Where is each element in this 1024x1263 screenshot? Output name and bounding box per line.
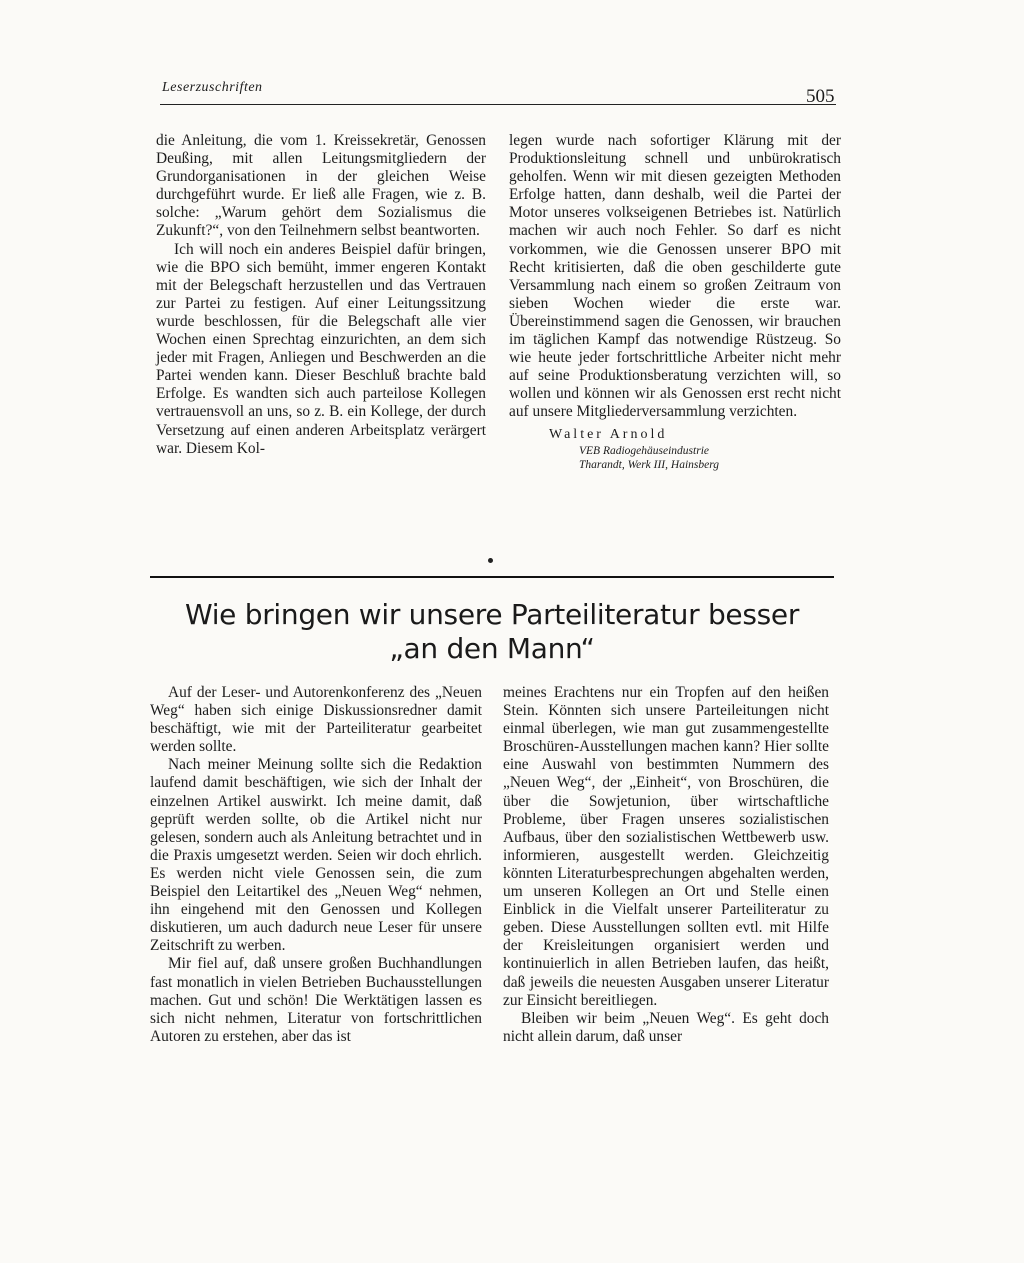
paragraph: Auf der Leser- und Autorenkonferenz des „Neuen Weg“ haben sich einige Diskussionsredner damit beschäftigt, wie mit der Parteiliteratur gearbeitet werden sollte.	[150, 684, 482, 756]
paragraph: Nach meiner Meinung sollte sich die Redaktion laufend damit beschäftigen, wie sich der Inhalt der einzelnen Artikel auswirkt. Ich meine damit, daß geprüft werden sollte, ob die Artikel nicht nur gelesen, sondern auch als Anleitung betrachtet und in die Praxis umgesetzt werden. Seien wir doch ehrlich. Es werden nicht viele Genossen sein, die zum Beispiel den Leitartikel des „Neuen Weg“ nehmen, ihn eingehend mit den Genossen und Kollegen diskutieren, um auch dadurch neue Leser für unsere Zeitschrift zu werben.	[150, 756, 482, 955]
paragraph: Bleiben wir beim „Neuen Weg“. Es geht doch nicht allein darum, daß unser	[503, 1009, 829, 1045]
headline-line-2: „an den Mann“	[389, 632, 595, 665]
bottom-article-right-column	[503, 684, 829, 1046]
author-signature: Walter Arnold	[549, 426, 668, 442]
article-divider	[150, 576, 834, 578]
paragraph: legen wurde nach sofortiger Klärung mit der Produktionsleitung schnell und unbürokratisch geholfen. Wenn wir mit diesen gezeigten Methoden Erfolge hatten, dann deshalb, weil die Partei der Motor unseres volkseigenen Betriebes ist. Natürlich machen wir auch noch Fehler. So darf es nicht vorkommen, wie die Genossen unserer BPO mit Recht kritisierten, daß die oben geschilderte gute Versammlung nach einem so großen Zeitraum von sieben Wochen wieder die erste war. Übereinstimmend sagen die Genossen, wir brauchen im täglichen Kampf das notwendige Rüstzeug. So wie heute jeder fortschrittliche Arbeiter nicht mehr auf seine Produktionsberatung verzichten will, so wollen und können wir als Genossen erst recht nicht auf unsere Mitgliederversammlung verzichten.	[509, 132, 841, 421]
top-article-right-column	[509, 132, 841, 472]
top-article-left-column	[156, 132, 486, 458]
page-number: 505	[806, 86, 835, 107]
author-affiliation-line2: Tharandt, Werk III, Hainsberg	[579, 458, 720, 471]
headline-line-1: Wie bringen wir unsere Parteiliteratur besser	[184, 598, 800, 631]
paragraph: Mir fiel auf, daß unsere großen Buchhandlungen fast monatlich in vielen Betrieben Buchausstellungen machen. Gut und schön! Die Werktätigen lassen es sich nicht nehmen, Literatur von fortschrittlichen Autoren zu erstehen, aber das ist	[150, 955, 482, 1045]
author-affiliation-line1: VEB Radiogehäuseindustrie	[579, 444, 709, 457]
bottom-article-left-column	[150, 684, 482, 1046]
header-rule	[160, 104, 836, 105]
paragraph: meines Erachtens nur ein Tropfen auf den heißen Stein. Könnten sich unsere Parteileitungen nicht einmal überlegen, wie man gut zusammengestellte Broschüren-Ausstellungen machen kann? Hier sollte eine Auswahl von bestimmten Nummern des „Neuen Weg“, der „Einheit“, von Broschüren, die über die Sowjetunion, über wirtschaftliche Probleme, über Fragen unseres sozialistischen Aufbaus, über den sozialistischen Wettbewerb usw. informieren, ausgestellt werden. Gleichzeitig könnten Literaturbesprechungen abgehalten werden, um unseren Kollegen an Ort und Stelle einen Einblick in die Vielfalt unserer Parteiliteratur zu geben. Diese Ausstellungen sollten evtl. mit Hilfe der Kreisleitungen organisiert werden und kontinuierlich in allen Betrieben laufen, das heißt, daß jeweils die neuesten Ausgaben unserer Literatur zur Einsicht bereitliegen.	[503, 684, 829, 1009]
paragraph: die Anleitung, die vom 1. Kreissekretär, Genossen Deußing, mit allen Leitungsmitgliedern der Grundorganisationen in der gleichen Weise durchgeführt wurde. Er ließ alle Fragen, wie z. B. solche: „Warum gehört dem Sozialismus die Zukunft?“, von den Teilnehmern selbst beantworten.	[156, 132, 486, 240]
paragraph: Ich will noch ein anderes Beispiel dafür bringen, wie die BPO sich bemüht, immer engeren Kontakt mit der Belegschaft herzustellen und das Vertrauen zur Partei zu festigen. Auf einer Leitungssitzung wurde beschlossen, für die Belegschaft alle vier Wochen einen Sprechtag einzurichten, an dem sich jeder mit Fragen, Anliegen und Beschwerden an die Partei wenden kann. Dieser Beschluß brachte bald Erfolge. Es wandten sich auch parteilose Kollegen vertrauensvoll an uns, so z. B. ein Kollege, der durch Versetzung auf einen anderen Arbeitsplatz verärgert war. Diesem Kol-	[156, 240, 486, 457]
article-headline	[150, 598, 834, 666]
column-end-mark	[488, 558, 493, 563]
running-head: Leserzuschriften	[162, 80, 263, 95]
